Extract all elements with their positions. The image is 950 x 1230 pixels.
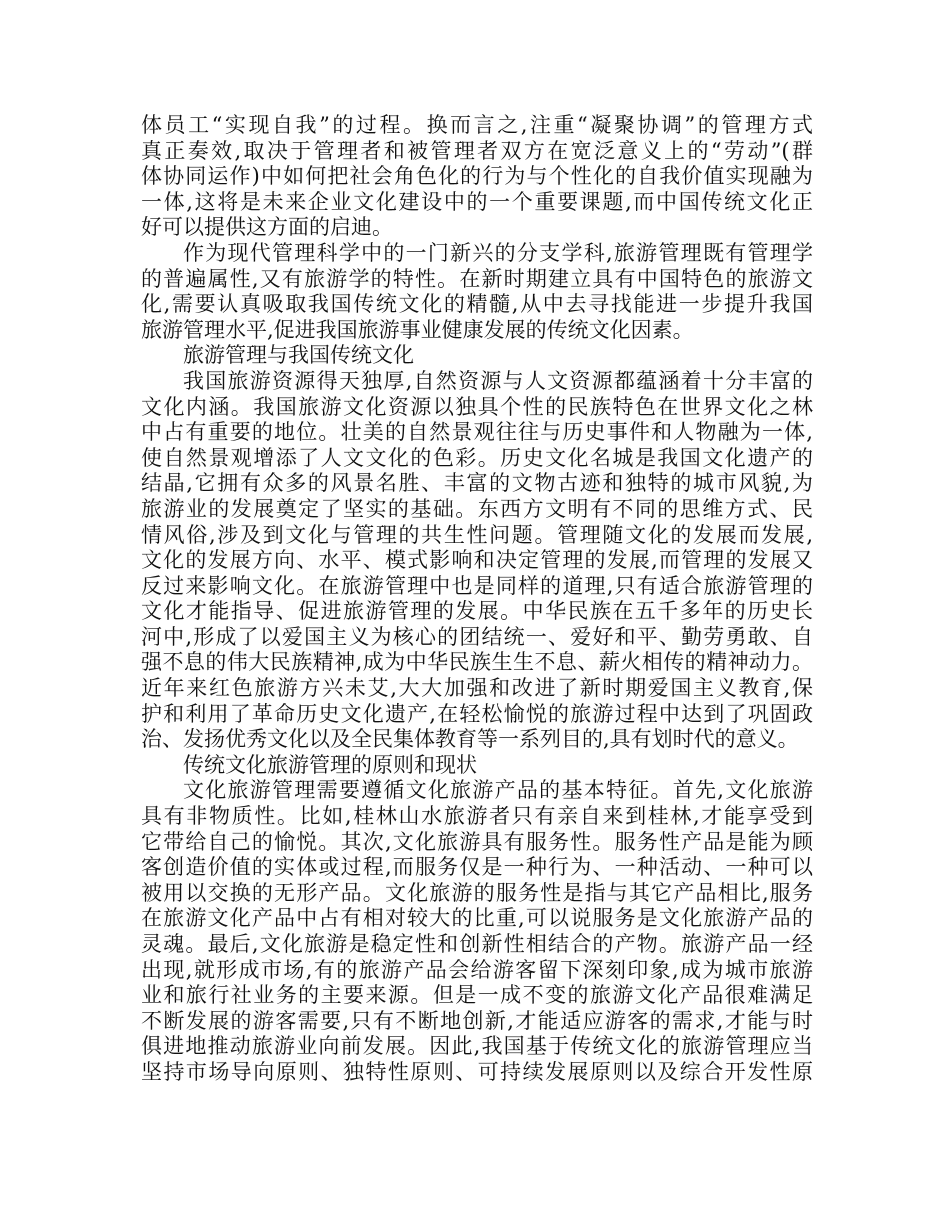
text-line: 俱进地推动旅游业向前发展。因此,我国基于传统文化的旅游管理应当 [141, 1034, 813, 1059]
text-line: 被用以交换的无形产品。文化旅游的服务性是指与其它产品相比,服务 [141, 880, 813, 905]
text-line: 化,需要认真吸取我国传统文化的精髓,从中去寻找能进一步提升我国 [141, 292, 813, 317]
text-line: 我国旅游资源得天独厚,自然资源与人文资源都蕴涵着十分丰富的 [183, 368, 813, 393]
text-line: 不断发展的游客需要,只有不断地创新,才能适应游客的需求,才能与时 [141, 1008, 813, 1033]
text-line: 近年来红色旅游方兴未艾,大大加强和改进了新时期爱国主义教育,保 [141, 676, 813, 701]
text-line: 灵魂。最后,文化旅游是稳定性和创新性相结合的产物。旅游产品一经 [141, 932, 813, 956]
text-line: 文化内涵。我国旅游文化资源以独具个性的民族特色在世界文化之林 [141, 394, 813, 419]
text-line: 治、发扬优秀文化以及全民集体教育等一系列目的,具有划时代的意义。 [141, 727, 799, 752]
text-line: 一体,这将是未来企业文化建设中的一个重要课题,而中国传统文化正 [141, 189, 813, 214]
text-line: 体协同运作)中如何把社会角色化的行为与个性化的自我价值实现融为 [141, 164, 813, 189]
text-line: 客创造价值的实体或过程,而服务仅是一种行为、一种活动、一种可以 [141, 855, 813, 880]
text-line: 它带给自己的愉悦。其次,文化旅游具有服务性。服务性产品是能为顾 [141, 829, 813, 854]
body-text [141, 113, 813, 1086]
text-line: 体员工“实现自我”的过程。换而言之,注重“凝聚协调”的管理方式 [141, 113, 813, 137]
text-line: 的普遍属性,又有旅游学的特性。在新时期建立具有中国特色的旅游文 [141, 266, 813, 291]
text-line: 情风俗,涉及到文化与管理的共生性问题。管理随文化的发展而发展, [141, 522, 813, 547]
text-line: 好可以提供这方面的启迪。 [141, 215, 393, 240]
text-line: 中占有重要的地位。壮美的自然景观往往与历史事件和人物融为一体, [141, 420, 813, 445]
text-line: 文化的发展方向、水平、模式影响和决定管理的发展,而管理的发展又 [141, 548, 813, 573]
text-line: 文化才能指导、促进旅游管理的发展。中华民族在五千多年的历史长 [141, 599, 813, 624]
text-line: 坚持市场导向原则、独特性原则、可持续发展原则以及综合开发性原 [141, 1059, 813, 1084]
text-line: 护和利用了革命历史文化遗产,在轻松愉悦的旅游过程中达到了巩固政 [141, 701, 813, 726]
text-line: 强不息的伟大民族精神,成为中华民族生生不息、薪火相传的精神动力。 [141, 650, 813, 675]
text-line: 具有非物质性。比如,桂林山水旅游者只有亲自来到桂林,才能享受到 [141, 804, 813, 829]
text-line: 作为现代管理科学中的一门新兴的分支学科,旅游管理既有管理学 [183, 240, 813, 265]
text-line: 文化旅游管理需要遵循文化旅游产品的基本特征。首先,文化旅游 [183, 778, 813, 803]
text-line: 旅游业的发展奠定了坚实的基础。东西方文明有不同的思维方式、民 [141, 496, 813, 521]
text-line: 真正奏效,取决于管理者和被管理者双方在宽泛意义上的“劳动”(群 [141, 138, 813, 163]
text-line: 结晶,它拥有众多的风景名胜、丰富的文物古迹和独特的城市风貌,为 [141, 471, 813, 496]
text-line: 出现,就形成市场,有的旅游产品会给游客留下深刻印象,成为城市旅游 [141, 957, 813, 982]
text-line: 在旅游文化产品中占有相对较大的比重,可以说服务是文化旅游产品的 [141, 906, 813, 931]
text-line: 传统文化旅游管理的原则和现状 [183, 752, 477, 777]
text-line: 使自然景观增添了人文文化的色彩。历史文化名城是我国文化遗产的 [141, 445, 813, 470]
text-line: 业和旅行社业务的主要来源。但是一成不变的旅游文化产品很难满足 [141, 983, 813, 1008]
text-line: 河中,形成了以爱国主义为核心的团结统一、爱好和平、勤劳勇敢、自 [141, 624, 813, 649]
text-line: 旅游管理水平,促进我国旅游事业健康发展的传统文化因素。 [141, 317, 694, 342]
text-line: 反过来影响文化。在旅游管理中也是同样的道理,只有适合旅游管理的 [141, 573, 813, 598]
text-line: 旅游管理与我国传统文化 [183, 343, 414, 368]
